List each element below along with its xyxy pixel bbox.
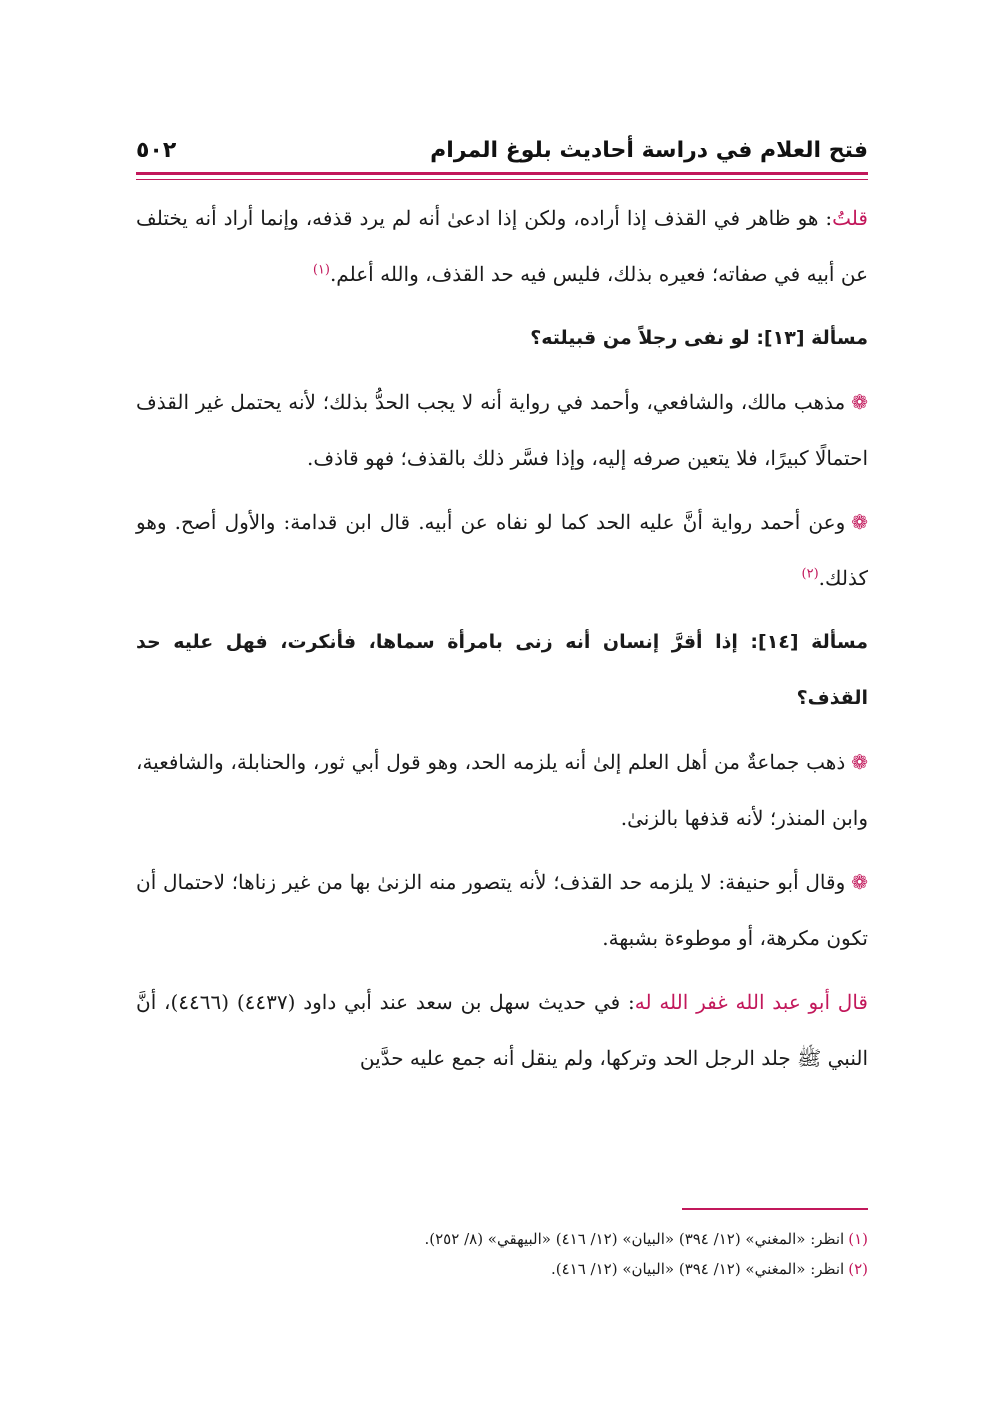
book-title: فتح العلام في دراسة أحاديث بلوغ المرام — [430, 137, 868, 163]
paragraph-2-text: مذهب مالك، والشافعي، وأحمد في رواية أنه لا يجب الحدُّ بذلك؛ لأنه يحتمل غير القذف احتمالًا كبيرًا، فلا يتعين صرفه إليه، وإذا فسَّر ذلك بالقذف؛ فهو قاذف. — [136, 390, 868, 470]
flower-bullet-icon: ❁ — [851, 870, 868, 894]
footnote-separator — [682, 1208, 868, 1210]
paragraph-4 — [136, 734, 868, 846]
paragraph-6-text: : في حديث سهل بن سعد عند أبي داود (٤٤٣٧) (٤٤٦٦)، أنَّ النبي ﷺ جلد الرجل الحد وتركها، ولم ينقل أنه جمع عليه حدَّين — [136, 990, 868, 1070]
footnote-1-number: (١) — [848, 1230, 868, 1248]
page-number: ٥٠٢ — [136, 137, 177, 163]
author-lead: قال أبو عبد الله غفر الله له — [634, 990, 868, 1014]
qultu-lead: قلتُ — [832, 206, 868, 230]
question-13-text: لو نفى رجلاً من قبيلته؟ — [530, 327, 750, 349]
paragraph-5 — [136, 854, 868, 966]
page-header — [136, 128, 868, 172]
footnote-1 — [136, 1224, 868, 1254]
footnotes — [136, 1224, 868, 1284]
paragraph-2 — [136, 374, 868, 486]
paragraph-1 — [136, 190, 868, 302]
paragraph-1-text: : هو ظاهر في القذف إذا أراده، ولكن إذا ادعىٰ أنه لم يرد قذفه، وإنما أراد أنه يختلف عن أبيه في صفاته؛ فعيره بذلك، فليس فيه حد القذف، والله أعلم. — [136, 206, 868, 286]
footnote-ref-2[interactable]: (٢) — [801, 566, 819, 582]
footnote-1-text: انظر: «المغني» (١٢/ ٣٩٤) «البيان» (١٢/ ٤١٦) «البيهقي» (٨/ ٢٥٢). — [424, 1230, 845, 1248]
main-text — [136, 190, 868, 1094]
question-13-label: مسألة [١٣]: — [756, 327, 868, 349]
paragraph-3 — [136, 494, 868, 606]
paragraph-6 — [136, 974, 868, 1086]
footnote-2-number: (٢) — [848, 1260, 868, 1278]
question-14-heading — [136, 614, 868, 726]
paragraph-5-text: وقال أبو حنيفة: لا يلزمه حد القذف؛ لأنه يتصور منه الزنىٰ بها من غير زناها؛ لاحتمال أن تكون مكرهة، أو موطوءة بشبهة. — [136, 870, 868, 950]
question-14-text: إذا أقرَّ إنسان أنه زنى بامرأة سماها، فأنكرت، فهل عليه حد القذف؟ — [136, 631, 868, 709]
paragraph-3-text: وعن أحمد رواية أنَّ عليه الحد كما لو نفاه عن أبيه. قال ابن قدامة: والأول أصح. وهو كذلك. — [136, 510, 868, 590]
footnote-ref-1[interactable]: (١) — [312, 262, 330, 278]
flower-bullet-icon: ❁ — [851, 390, 868, 414]
question-14-label: مسألة [١٤]: — [750, 631, 869, 653]
footnote-2-text: انظر: «المغني» (١٢/ ٣٩٤) «البيان» (١٢/ ٤١٦). — [550, 1260, 845, 1278]
flower-bullet-icon: ❁ — [851, 750, 868, 774]
paragraph-4-text: ذهب جماعةٌ من أهل العلم إلىٰ أنه يلزمه الحد، وهو قول أبي ثور، والحنابلة، والشافعية، وابن المنذر؛ لأنه قذفها بالزنىٰ. — [136, 750, 868, 830]
footnote-2 — [136, 1254, 868, 1284]
flower-bullet-icon: ❁ — [851, 510, 868, 534]
header-rule-thin — [136, 179, 868, 180]
header-rule-thick — [136, 172, 868, 175]
question-13-heading — [136, 310, 868, 366]
